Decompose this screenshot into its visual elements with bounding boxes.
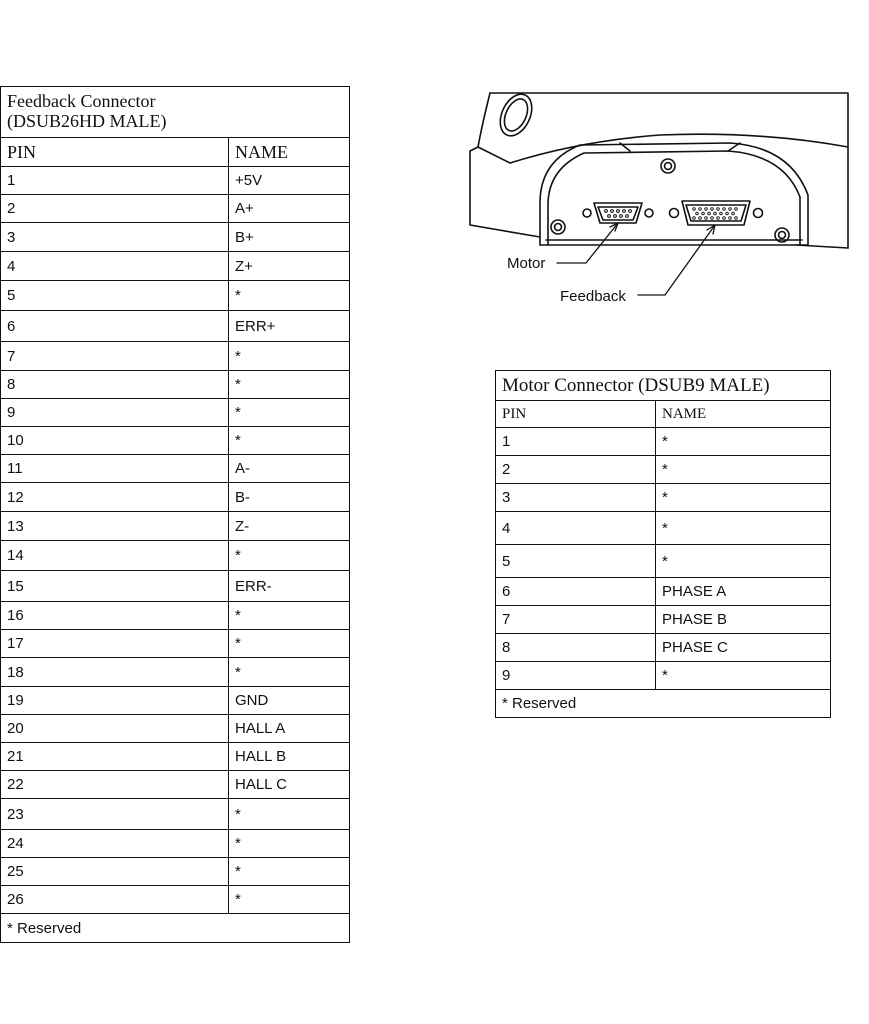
- table-row: [1, 223, 350, 252]
- name-cell: *: [656, 662, 831, 690]
- pin-cell: 17: [1, 630, 229, 658]
- table-row: [1, 342, 350, 371]
- table-row: [1, 630, 350, 658]
- pin-cell: 26: [1, 886, 229, 914]
- upper-hole-icon: [494, 89, 538, 141]
- table-row: [496, 428, 831, 456]
- name-cell: *: [229, 342, 350, 371]
- motor-connector-table: [495, 370, 831, 718]
- table-row: [1, 371, 350, 399]
- motor-col-pin: PIN: [496, 401, 656, 428]
- name-cell: *: [656, 484, 831, 512]
- name-cell: HALL C: [229, 771, 350, 799]
- name-cell: *: [229, 830, 350, 858]
- name-cell: B-: [229, 483, 350, 512]
- pin-cell: 12: [1, 483, 229, 512]
- table-row: [1, 771, 350, 799]
- pin-cell: 9: [1, 399, 229, 427]
- name-cell: A+: [229, 195, 350, 223]
- table-row: [1, 743, 350, 771]
- name-cell: *: [229, 399, 350, 427]
- name-cell: ERR-: [229, 571, 350, 602]
- pin-cell: 23: [1, 799, 229, 830]
- motor-col-name: NAME: [656, 401, 831, 428]
- name-cell: *: [229, 658, 350, 687]
- panel-screw-icons: [551, 159, 789, 242]
- motor-header-row: [496, 401, 831, 428]
- table-row: [1, 687, 350, 715]
- reserved-footnote: * Reserved: [496, 690, 831, 718]
- pin-cell: 8: [496, 634, 656, 662]
- name-cell: HALL A: [229, 715, 350, 743]
- pin-cell: 7: [496, 606, 656, 634]
- name-cell: *: [229, 541, 350, 571]
- feedback-connector-table: [0, 86, 350, 943]
- footnote-row: [496, 690, 831, 718]
- pin-cell: 11: [1, 455, 229, 483]
- name-cell: *: [229, 281, 350, 311]
- reserved-footnote: * Reserved: [1, 914, 350, 943]
- table-row: [496, 606, 831, 634]
- name-cell: *: [656, 428, 831, 456]
- table-row: [1, 455, 350, 483]
- name-cell: *: [229, 371, 350, 399]
- pin-cell: 14: [1, 541, 229, 571]
- name-cell: PHASE C: [656, 634, 831, 662]
- pin-cell: 4: [1, 252, 229, 281]
- table-row: [496, 545, 831, 578]
- table-row: [1, 195, 350, 223]
- pin-cell: 10: [1, 427, 229, 455]
- name-cell: PHASE B: [656, 606, 831, 634]
- feedback-callout-label: Feedback: [560, 288, 626, 305]
- table-row: [1, 427, 350, 455]
- table-row: [1, 799, 350, 830]
- pin-cell: 22: [1, 771, 229, 799]
- pin-cell: 4: [496, 512, 656, 545]
- callout-leader-lines: [557, 223, 715, 295]
- table-row: [1, 512, 350, 541]
- footnote-row: [1, 914, 350, 943]
- table-row: [496, 512, 831, 545]
- pin-cell: 9: [496, 662, 656, 690]
- table-row: [1, 715, 350, 743]
- name-cell: *: [229, 799, 350, 830]
- name-cell: *: [656, 512, 831, 545]
- table-row: [1, 311, 350, 342]
- feedback-title-line1: Feedback Connector: [7, 91, 156, 111]
- feedback-table-title: [1, 87, 350, 138]
- table-row: [1, 886, 350, 914]
- name-cell: PHASE A: [656, 578, 831, 606]
- name-cell: Z+: [229, 252, 350, 281]
- pin-cell: 19: [1, 687, 229, 715]
- name-cell: ERR+: [229, 311, 350, 342]
- name-cell: *: [229, 886, 350, 914]
- table-row: [1, 858, 350, 886]
- pin-cell: 15: [1, 571, 229, 602]
- table-row: [496, 634, 831, 662]
- table-row: [1, 602, 350, 630]
- pin-cell: 3: [496, 484, 656, 512]
- table-row: [1, 281, 350, 311]
- pin-cell: 20: [1, 715, 229, 743]
- pin-cell: 13: [1, 512, 229, 541]
- motor-title-row: [496, 371, 831, 401]
- table-row: [1, 830, 350, 858]
- motor-table-title: Motor Connector (DSUB9 MALE): [496, 371, 831, 401]
- table-row: [1, 399, 350, 427]
- pin-cell: 25: [1, 858, 229, 886]
- connector-panel-drawing: [460, 85, 860, 315]
- pin-cell: 16: [1, 602, 229, 630]
- feedback-dsub26-connector-icon: [670, 201, 763, 225]
- table-row: [1, 571, 350, 602]
- pin-cell: 18: [1, 658, 229, 687]
- name-cell: *: [229, 427, 350, 455]
- feedback-col-name: NAME: [229, 138, 350, 167]
- connector-recess: [540, 143, 808, 245]
- pin-cell: 21: [1, 743, 229, 771]
- feedback-title-row: [1, 87, 350, 138]
- name-cell: +5V: [229, 167, 350, 195]
- pin-cell: 1: [1, 167, 229, 195]
- table-row: [1, 483, 350, 512]
- table-row: [1, 252, 350, 281]
- motor-callout-label: Motor: [507, 255, 546, 272]
- feedback-header-row: [1, 138, 350, 167]
- pin-cell: 5: [1, 281, 229, 311]
- name-cell: B+: [229, 223, 350, 252]
- pin-cell: 2: [1, 195, 229, 223]
- pin-cell: 24: [1, 830, 229, 858]
- feedback-col-pin: PIN: [1, 138, 229, 167]
- pin-cell: 6: [1, 311, 229, 342]
- name-cell: *: [229, 858, 350, 886]
- name-cell: *: [229, 602, 350, 630]
- name-cell: *: [656, 545, 831, 578]
- name-cell: GND: [229, 687, 350, 715]
- table-row: [496, 484, 831, 512]
- feedback-title-line2: (DSUB26HD MALE): [7, 111, 167, 131]
- name-cell: A-: [229, 455, 350, 483]
- table-row: [496, 578, 831, 606]
- pin-cell: 1: [496, 428, 656, 456]
- table-row: [1, 658, 350, 687]
- table-row: [1, 541, 350, 571]
- pin-cell: 8: [1, 371, 229, 399]
- name-cell: *: [229, 630, 350, 658]
- pin-cell: 5: [496, 545, 656, 578]
- table-row: [496, 662, 831, 690]
- motor-dsub9-connector-icon: [583, 203, 653, 223]
- table-row: [1, 167, 350, 195]
- pin-cell: 3: [1, 223, 229, 252]
- pin-cell: 7: [1, 342, 229, 371]
- table-row: [496, 456, 831, 484]
- pin-cell: 2: [496, 456, 656, 484]
- name-cell: Z-: [229, 512, 350, 541]
- name-cell: *: [656, 456, 831, 484]
- name-cell: HALL B: [229, 743, 350, 771]
- pin-cell: 6: [496, 578, 656, 606]
